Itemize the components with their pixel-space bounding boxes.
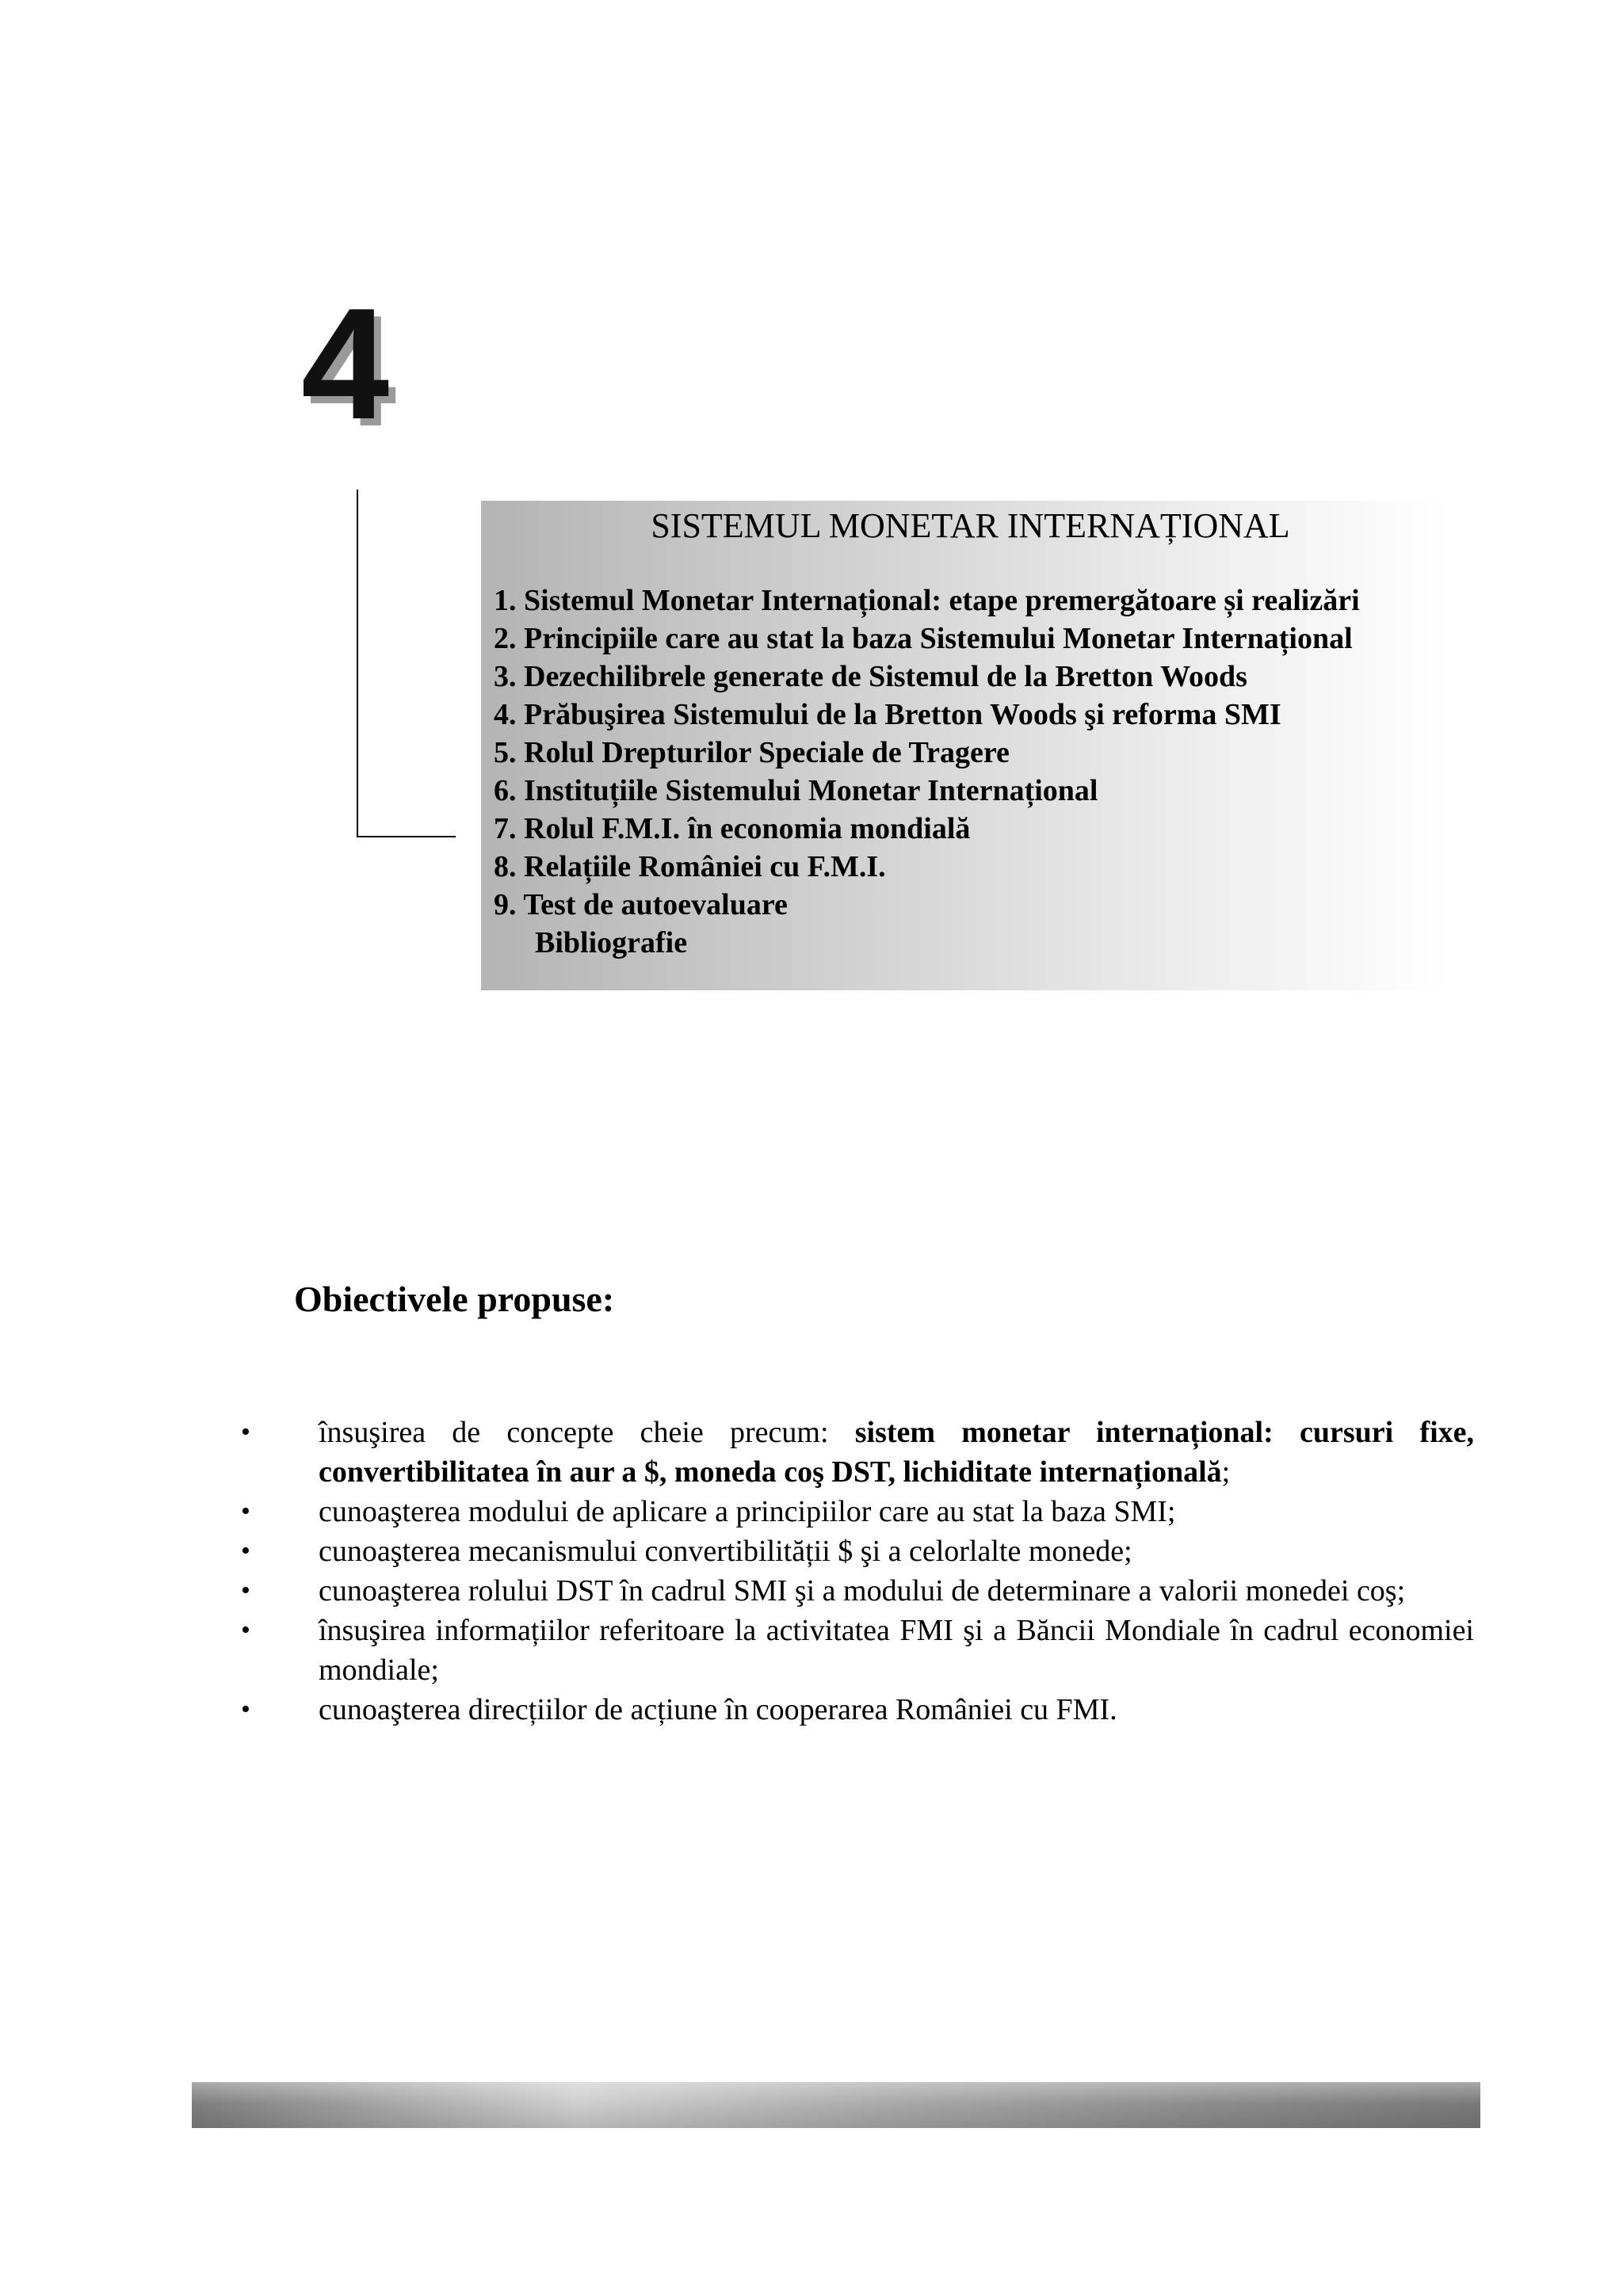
toc-item: 1. Sistemul Monetar Internațional: etape premergătoare și realizări: [494, 584, 1360, 617]
objective-item: [238, 1531, 1474, 1571]
chapter-number: 4: [301, 276, 387, 452]
chapter-title: SISTEMUL MONETAR INTERNAȚIONAL: [651, 506, 1290, 545]
chapter-contents-list: [494, 582, 1360, 962]
toc-item: 4. Prăbuşirea Sistemului de la Bretton Woods şi reforma SMI: [494, 698, 1281, 731]
objective-text: cunoaşterea mecanismului convertibilității $ şi a celorlalte monede;: [319, 1535, 1132, 1568]
bullet-icon: •: [241, 1417, 250, 1447]
objectives-heading: Obiectivele propuse:: [294, 1279, 615, 1319]
objective-text: însuşirea informațiilor referitoare la activitatea FMI şi a Băncii Mondiale în cadrul economiei mondiale;: [319, 1614, 1474, 1687]
bullet-icon: •: [241, 1695, 250, 1724]
toc-item-bibliography: Bibliografie: [535, 926, 688, 959]
bracket-vertical-line: [357, 490, 358, 837]
toc-item: 5. Rolul Drepturilor Speciale de Tragere: [494, 736, 1010, 769]
bullet-icon: •: [241, 1576, 250, 1605]
objective-text: cunoaşterea direcțiilor de acțiune în cooperarea României cu FMI.: [319, 1693, 1117, 1726]
chapter-contents-box: [481, 501, 1452, 990]
toc-item: 2. Principiile care au stat la baza Sistemului Monetar Internațional: [494, 622, 1353, 655]
toc-item: 8. Relațiile României cu F.M.I.: [494, 850, 886, 883]
toc-item: 6. Instituțiile Sistemului Monetar Internațional: [494, 774, 1098, 807]
objective-item: [238, 1690, 1474, 1730]
objectives-list: [238, 1413, 1474, 1730]
objective-item: [238, 1413, 1474, 1492]
footer-decorative-bar: [192, 2082, 1480, 2128]
objective-text: cunoaşterea modului de aplicare a principiilor care au stat la baza SMI;: [319, 1495, 1176, 1528]
bracket-horizontal-line: [357, 836, 456, 837]
objective-item: [238, 1492, 1474, 1531]
objective-key-concepts: sistem monetar internațional: cursuri fixe, convertibilitatea în aur a $, moneda coş DST, lichiditate internațională: [319, 1416, 1475, 1489]
objective-text: cunoaşterea rolului DST în cadrul SMI şi a modului de determinare a valorii monedei coş;: [319, 1574, 1406, 1608]
bullet-icon: •: [241, 1497, 250, 1526]
bullet-icon: •: [241, 1615, 250, 1645]
objective-item: [238, 1611, 1474, 1690]
toc-item: 7. Rolul F.M.I. în economia mondială: [494, 812, 971, 845]
objective-item: [238, 1571, 1474, 1611]
toc-item: 3. Dezechilibrele generate de Sistemul de la Bretton Woods: [494, 660, 1247, 693]
objective-text-end: ;: [1221, 1455, 1231, 1489]
objective-text: însuşirea de concepte cheie precum:: [319, 1416, 855, 1449]
bullet-icon: •: [241, 1536, 250, 1566]
toc-item: 9. Test de autoevaluare: [494, 888, 788, 921]
